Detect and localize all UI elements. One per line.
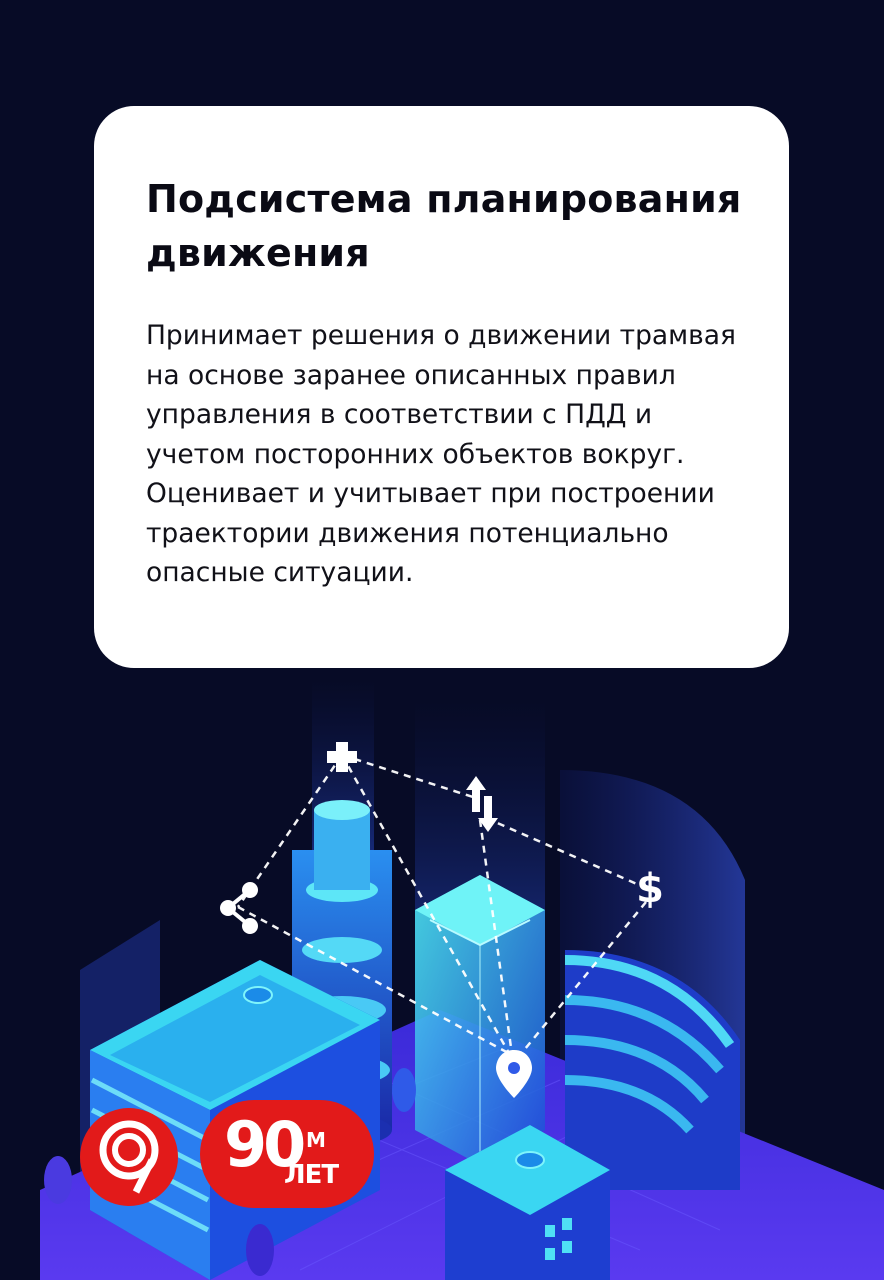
card-title: Подсистема планирования движения: [146, 177, 742, 275]
card-body: Принимает решения о движении трамвая на основе заранее описанных правил управления в соответствии с ПДД и учетом посторонних объектов вокруг. Оценивает и учитывает при построении траектории движения потенциально опасные ситуации.: [146, 320, 736, 588]
info-card: [94, 106, 789, 668]
tree: [392, 1068, 416, 1112]
anniversary-logo: [200, 1100, 374, 1208]
metro-logo-mark: [80, 1108, 178, 1206]
dollar-icon: $: [636, 866, 664, 912]
anniversary-number: 90: [224, 1108, 303, 1181]
tree: [44, 1156, 72, 1204]
metro-logo: [80, 1108, 178, 1206]
anniversary-m: М: [306, 1128, 326, 1152]
tree: [246, 1224, 274, 1276]
anniversary-word: ЛЕТ: [284, 1160, 339, 1190]
